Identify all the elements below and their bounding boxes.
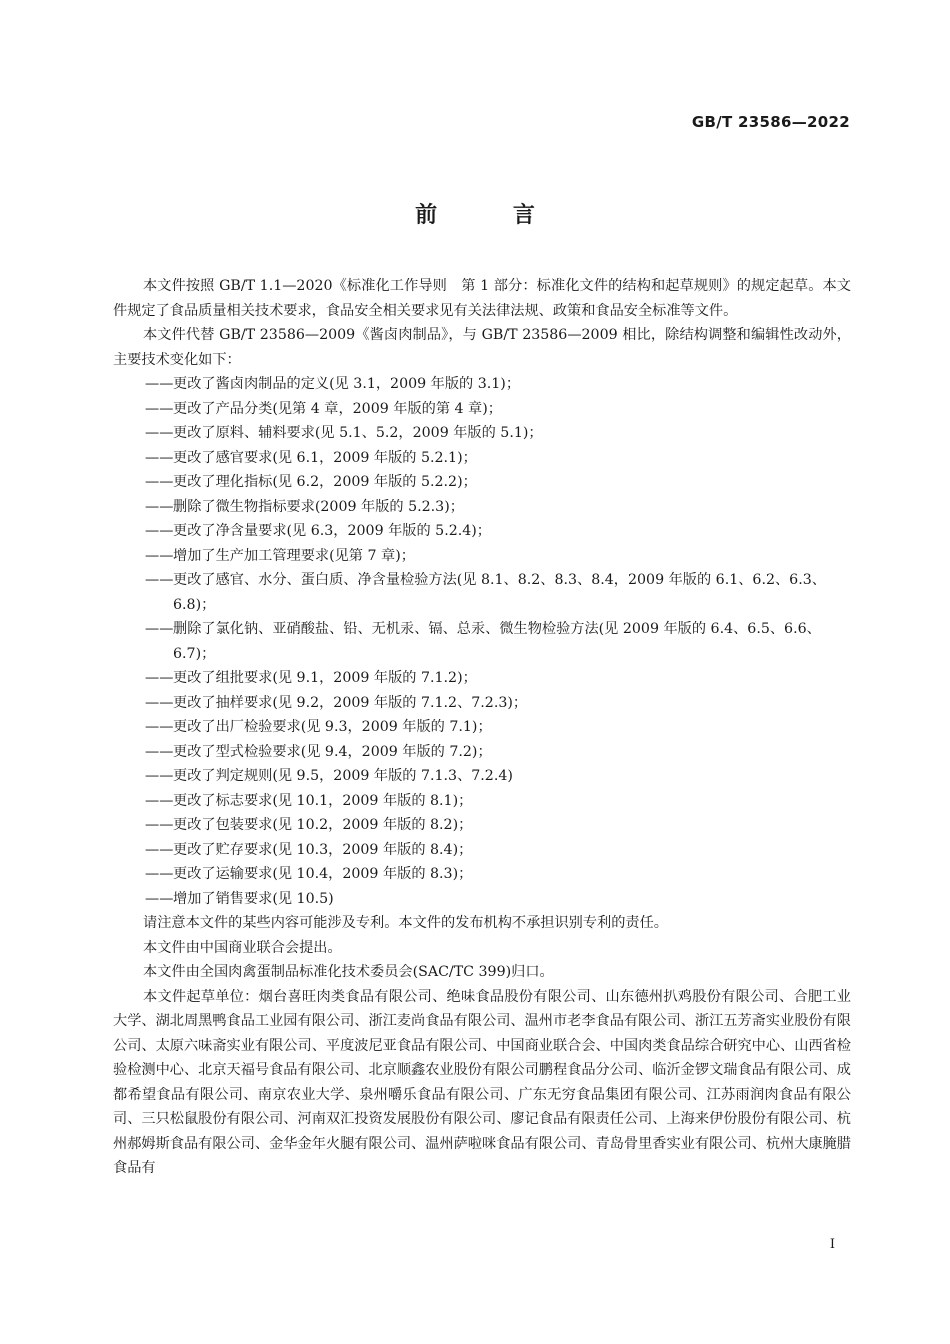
proposer-paragraph: 本文件由中国商业联合会提出。	[143, 939, 342, 956]
list-item: ——更改了包装要求(见 10.2，2009 年版的 8.2)；	[145, 817, 473, 833]
list-item: ——更改了贮存要求(见 10.3，2009 年版的 8.4)；	[145, 841, 473, 858]
list-item: ——更改了原料、辅料要求(见 5.1、5.2，2009 年版的 5.1)；	[145, 425, 543, 441]
list-item: ——增加了生产加工管理要求(见第 7 章)；	[145, 547, 415, 564]
page-number: I	[829, 1237, 835, 1252]
list-item: ——更改了判定规则(见 9.5，2009 年版的 7.1.3、7.2.4)	[145, 768, 513, 784]
list-item: ——更改了感官要求(见 6.1，2009 年版的 5.2.1)；	[145, 449, 477, 466]
list-item: ——更改了抽样要求(见 9.2，2009 年版的 7.1.2、7.2.3)；	[145, 694, 528, 711]
list-item: ——更改了净含量要求(见 6.3，2009 年版的 5.2.4)；	[145, 523, 491, 539]
list-item: ——删除了氯化钠、亚硝酸盐、铅、无机汞、镉、总汞、微生物检验方法(见 2009 年版的 6.4、6.5、6.6、6.7)；	[145, 621, 821, 662]
list-item: ——更改了酱卤肉制品的定义(见 3.1，2009 年版的 3.1)；	[145, 376, 521, 392]
document-body	[113, 274, 851, 1181]
list-item: ——更改了出厂检验要求(见 9.3，2009 年版的 7.1)；	[145, 719, 492, 735]
list-item: ——更改了运输要求(见 10.4，2009 年版的 8.3)；	[145, 866, 473, 882]
intro-paragraph: 本文件代替 GB/T 23586—2009《酱卤肉制品》，与 GB/T 23586—2009 相比，除结构调整和编辑性改动外，主要技术变化如下：	[113, 327, 851, 368]
patent-notice: 请注意本文件的某些内容可能涉及专利。本文件的发布机构不承担识别专利的责任。	[143, 915, 668, 931]
page-title: 前 言	[415, 203, 569, 228]
standard-code: GB/T 23586—2022	[691, 113, 850, 131]
list-item: ——更改了组批要求(见 9.1，2009 年版的 7.1.2)；	[145, 670, 477, 686]
intro-paragraph: 本文件按照 GB/T 1.1—2020《标准化工作导则 第 1 部分：标准化文件的结构和起草规则》的规定起草。本文件规定了食品质量相关技术要求，食品安全相关要求见有关法律法规、政策和食品安全标准等文件。	[113, 278, 851, 319]
list-item: ——删除了微生物指标要求(2009 年版的 5.2.3)；	[145, 498, 464, 515]
change-list	[113, 372, 851, 911]
list-item: ——更改了理化指标(见 6.2，2009 年版的 5.2.2)；	[145, 474, 477, 490]
list-item: ——增加了销售要求(见 10.5)	[145, 890, 334, 907]
list-item: ——更改了标志要求(见 10.1，2009 年版的 8.1)；	[145, 792, 473, 809]
list-item: ——更改了型式检验要求(见 9.4，2009 年版的 7.2)；	[145, 743, 492, 760]
drafting-units-paragraph: 本文件起草单位：烟台喜旺肉类食品有限公司、绝味食品股份有限公司、山东德州扒鸡股份有限公司、合肥工业大学、湖北周黑鸭食品工业园有限公司、浙江麦尚食品有限公司、温州市老李食品有限公司、浙江五芳斋实业股份有限公司、太原六味斋实业有限公司、平度波尼亚食品有限公司、中国商业联合会、中国肉类食品综合研究中心、山西省检验检测中心、北京天福号食品有限公司、北京顺鑫农业股份有限公司鹏程食品分公司、临沂金锣文瑞食品有限公司、成都希望食品有限公司、南京农业大学、泉州嚼乐食品有限公司、广东无穷食品集团有限公司、江苏雨润肉食品有限公司、三只松鼠股份有限公司、河南双汇投资发展股份有限公司、廖记食品有限责任公司、上海来伊份股份有限公司、杭州郝姆斯食品有限公司、金华金年火腿有限公司、温州萨啦咪食品有限公司、青岛骨里香实业有限公司、杭州大康腌腊食品有	[113, 988, 851, 1176]
list-item: ——更改了感官、水分、蛋白质、净含量检验方法(见 8.1、8.2、8.3、8.4，2009 年版的 6.1、6.2、6.3、6.8)；	[145, 572, 826, 613]
committee-paragraph: 本文件由全国肉禽蛋制品标准化技术委员会(SAC/TC 399)归口。	[143, 964, 554, 980]
list-item: ——更改了产品分类(见第 4 章，2009 年版的第 4 章)；	[145, 400, 502, 417]
